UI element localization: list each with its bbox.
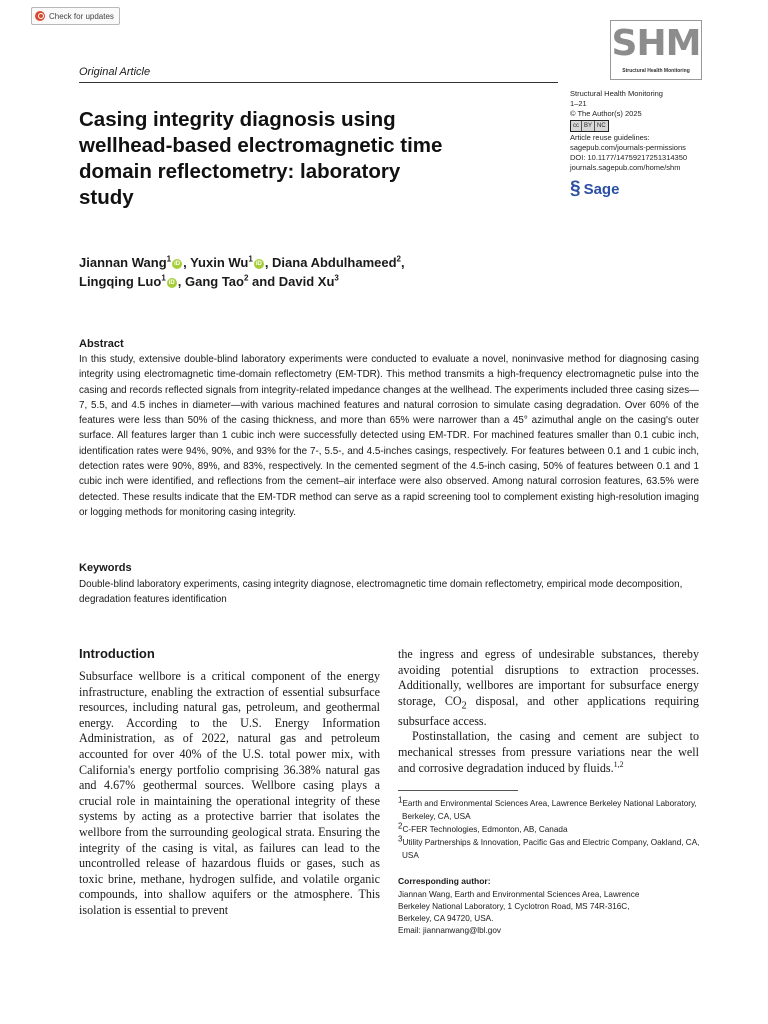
journal-name: Structural Health Monitoring (570, 89, 663, 98)
copyright: © The Author(s) 2025 (570, 109, 642, 118)
keywords-heading: Keywords (79, 562, 132, 574)
abstract-heading: Abstract (79, 338, 124, 350)
author[interactable]: Lingqing Luo$^1$ (79, 273, 166, 289)
journal-home-link[interactable]: journals.sagepub.com/home/shm (570, 163, 681, 172)
cc-license-icon[interactable]: cc BY NC (570, 120, 609, 132)
check-for-updates-label: Check for updates (49, 11, 114, 21)
reuse-link[interactable]: sagepub.com/journals-permissions (570, 143, 686, 152)
introduction-right-column (398, 647, 699, 776)
introduction-heading: Introduction (79, 646, 155, 661)
publisher-name: Sage (583, 180, 620, 198)
author-list: Jiannan Wang$^1$ iD , Yuxin Wu$^1$ iD , Diana Abdulhameed$^2$, Lingqing Luo$^1$ iD , Gang Tao$^2$ and David Xu$^3$ (79, 254, 405, 289)
article-title: Casing integrity diagnosis using wellhead-based electromagnetic time domain reflectometry: laboratory study (79, 108, 443, 209)
introduction-left-column: Subsurface wellbore is a critical component of the energy infrastructure, enabling the extraction of essential subsurface resources, including natural gas, petroleum, and geothermal energy. According to the U.S. Energy Information Administration, as of 2022, natural gas and petroleum accounted for over 40% of the U.S. total power mix, with California's energy portfolio comprising 36.38% natural gas and 4.67% geothermal sources. Wellbore casing plays a crucial role in maintaining the operational integrity of these systems by acting as a protective barrier that isolates the wellbore from the surrounding geological strata. Ensuring the integrity of the casing is vital, as failures can lead to the uncontrolled release of hazardous fluids or gases, such as toxic brine, methane, hydrogen sulfide, and volatile organic compounds, into shallow aquifers or the atmosphere. This isolation is essential to prevent (79, 669, 380, 917)
citation-ref[interactable]: 1,2 (613, 759, 624, 769)
corresponding-author-heading: Corresponding author: (398, 876, 491, 886)
journal-logo (610, 20, 702, 80)
affiliation: $^3$Utility Partnerships & Innovation, Pacific Gas and Electric Company, Oakland, CA, USA (398, 834, 700, 860)
check-for-updates-button[interactable] (31, 7, 120, 25)
keywords-text: Double-blind laboratory experiments, casing integrity diagnose, electromagnetic time domain reflectometry, empirical mode decomposition, degradation features identification (79, 579, 683, 605)
corresponding-author-details: Jiannan Wang, Earth and Environmental Sciences Area, Lawrence Berkeley National Laboratory, 1 Cyclotron Road, MS 74R-316C, Berkeley, CA 94720, USA. Email: jiannanwang@lbl.gov (398, 889, 700, 937)
doi-link[interactable]: DOI: 10.1177/14759217251314350 (570, 153, 688, 162)
crossmark-icon (35, 11, 45, 21)
sage-s-icon: § (570, 178, 581, 199)
author[interactable]: Diana Abdulhameed$^2$ (272, 254, 401, 270)
author[interactable]: Gang Tao$^2$ (185, 273, 249, 289)
abstract-text: In this study, extensive double-blind laboratory experiments were conducted to evaluate a novel, noninvasive method for diagnosing casing integrity using electromagnetic time-domain reflectometry (EM-TDR). This method transmits a high-frequency electromagnetic pulse into the casing and records reflected signals from integrity-related impedance changes at the wellhead. The experiments included three casing sizes—7, 5.5, and 4.5 inches in diameter—with various machined features and natural corrosion to simulate casing degradation. Over 60% of the features were less than 50% of the casing thickness, and more than 65% were narrower than a 45° azimuthal angle on the casing's outer surface. All features larger than 1 cubic inch were successfully detected using EM-TDR. For machined features smaller than 0.1 cubic inch, identification rates were 94%, 90%, and 93% for the 7-, 5.5-, and 4.5-inches casings, respectively. For features between 0.1 and 1 cubic inch, detection rates were 90%, 89%, and 83%, respectively. In the cemented segment of the 4.5-inch casing, 50% of features between 0.1 and 1 cubic inch were identified, and reflections from the cement–air interface were also observed. Among natural corrosion features, 63.5% were detected. These results indicate that the EM-TDR method can serve as a rapid screening tool to complement existing high-resolution imaging or logging methods for monitoring casing integrity. (79, 354, 699, 518)
journal-meta (570, 89, 687, 173)
logo-letters: SHM (611, 23, 701, 64)
paragraph: Postinstallation, the casing and cement are subject to mechanical stresses from pressure variations near the well and corrosive degradation induced by fluids.$^{1,2}$ (398, 729, 699, 775)
article-type: Original Article (79, 66, 151, 78)
affiliation: $^2$C-FER Technologies, Edmonton, AB, Canada (398, 821, 568, 834)
reuse-label: Article reuse guidelines: (570, 133, 650, 142)
footnote-rule (398, 790, 518, 791)
author[interactable]: Jiannan Wang$^1$ (79, 254, 172, 270)
header-rule (79, 82, 558, 83)
paragraph: the ingress and egress of undesirable substances, thereby avoiding potential disruptions to extraction processes. Additionally, wellbores are important for subsurface energy storage, $CO_2$ disposal, and other applications requiring subsurface access. (398, 647, 699, 728)
orcid-icon[interactable]: iD (174, 260, 181, 267)
affiliation: $^1$Earth and Environmental Sciences Area, Lawrence Berkeley National Laboratory, Berkeley, CA, USA (398, 795, 697, 821)
publisher-logo (570, 178, 619, 200)
orcid-icon[interactable]: iD (168, 279, 175, 286)
author[interactable]: Yuxin Wu$^1$ (190, 254, 253, 270)
logo-subtitle: Structural Health Monitoring (622, 68, 690, 74)
orcid-icon[interactable]: iD (255, 260, 262, 267)
page-range: 1–21 (570, 99, 587, 108)
author[interactable]: David Xu$^3$ (278, 273, 339, 289)
email-link[interactable]: Email: jiannanwang@lbl.gov (398, 926, 501, 935)
affiliations (398, 797, 700, 862)
